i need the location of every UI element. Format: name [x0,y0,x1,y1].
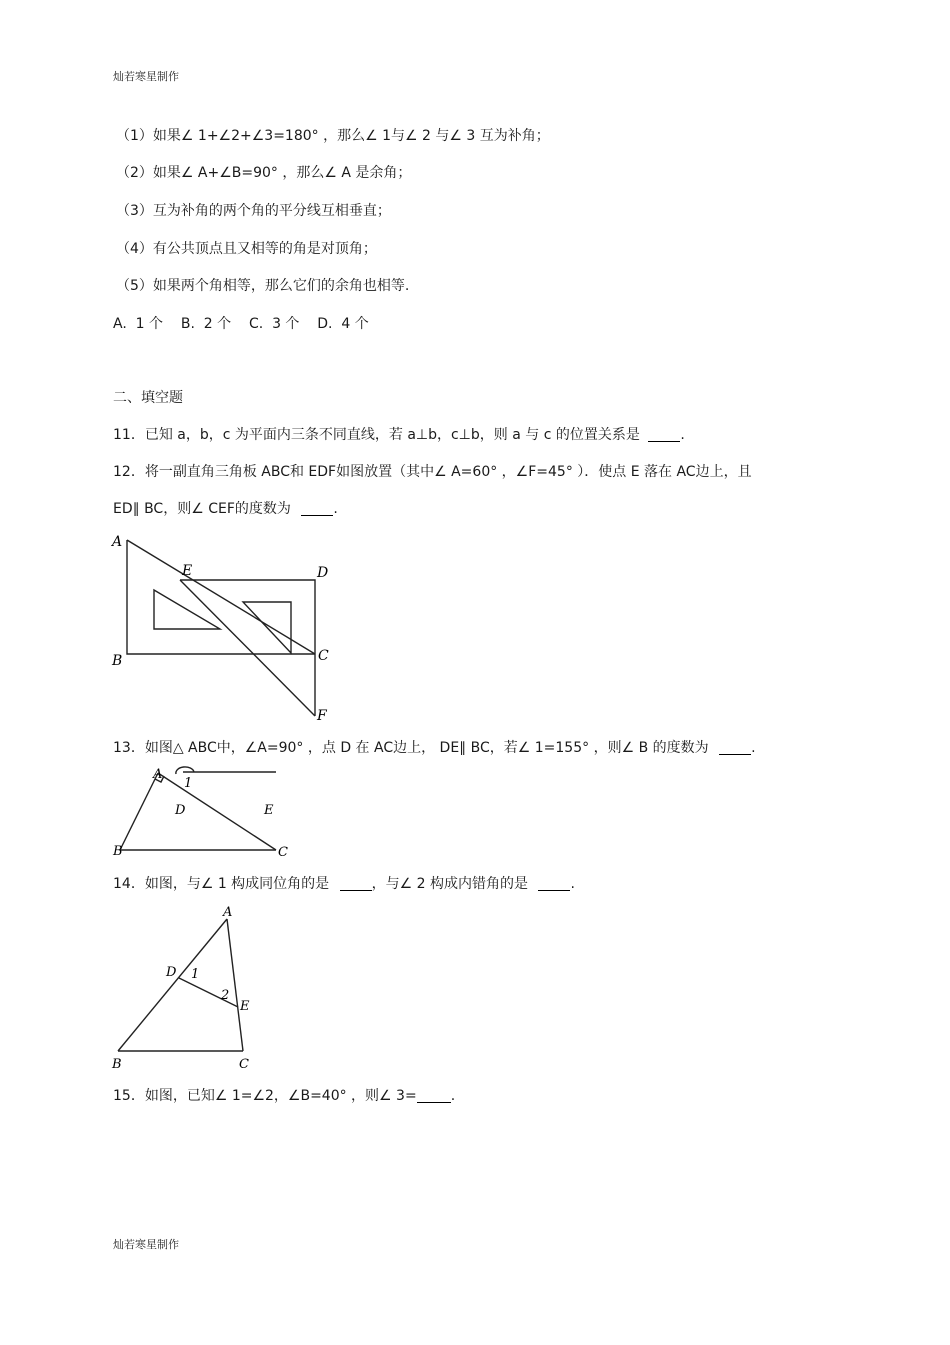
fig14-label-b: B [112,1057,122,1072]
question-12-line-2 [113,498,338,518]
answer-blank-13[interactable] [719,740,751,755]
figure-14 [108,903,268,1073]
question-13-end: . [751,740,756,756]
question-12-text: ED∥ BC，则∠ CEF的度数为 [113,501,291,517]
fig14-label-e: E [240,999,250,1014]
question-15 [113,1085,455,1105]
fig12-label-d: D [317,565,329,581]
answer-blank-12[interactable] [301,501,333,516]
question-14-end: . [570,876,575,892]
fig13-label-a: A [153,767,163,782]
fig14-label-c: C [239,1057,249,1072]
question-15-end: . [450,1088,456,1104]
answer-blank-14a[interactable] [340,876,372,891]
question-12-line-1: 12．将一副直角三角板 ABC和 EDF如图放置（其中∠ A=60° ，∠F=45° ）．使点 E 落在 AC边上，且 [113,464,752,480]
fig12-label-c: C [318,648,329,664]
fig13-label-b: B [113,844,123,858]
fig12-label-a: A [112,534,123,550]
fig13-label-d: D [175,803,186,818]
fig12-label-f: F [317,708,327,724]
answer-options: A. 1 个 B. 2 个 C. 3 个 D. 4 个 [113,316,369,332]
figure-13 [108,762,298,858]
fig14-label-2: 2 [221,988,230,1003]
answer-blank-15[interactable] [417,1088,451,1103]
fig13-label-1: 1 [184,776,193,791]
fig13-label-c: C [278,845,288,858]
question-14-text-a: 14．如图，与∠ 1 构成同位角的是 [113,876,330,892]
question-14-text-b: ，与∠ 2 构成内错角的是 [371,876,528,892]
fig14-label-d: D [166,965,177,980]
statement-3: （3）互为补角的两个角的平分线互相垂直； [116,203,391,219]
fig14-label-1: 1 [191,967,200,982]
figure-12 [108,530,338,725]
statement-2: （2）如果∠ A+∠B=90° ，那么∠ A 是余角； [116,165,412,181]
question-12-end: . [333,501,338,517]
statement-1: （1）如果∠ 1+∠2+∠3=180° ，那么∠ 1与∠ 2 与∠ 3 互为补角； [116,128,550,144]
question-14 [113,873,575,893]
question-13 [113,737,756,757]
question-11 [113,424,685,444]
question-13-text: 13．如图△ ABC中，∠A=90° ，点 D 在 AC边上， DE∥ BC，若∠ 1=155° ，则∠ B 的度数为 [113,740,709,756]
question-11-text: 11．已知 a，b，c 为平面内三条不同直线，若 a⊥b，c⊥b，则 a 与 c 的位置关系是 [113,427,640,443]
watermark-bottom: 灿若寒星制作 [113,1238,179,1251]
answer-blank-11[interactable] [648,427,680,442]
answer-blank-14b[interactable] [538,876,570,891]
statement-5: （5）如果两个角相等，那么它们的余角也相等. [116,278,410,294]
section-title: 二、填空题 [113,390,183,406]
fig13-label-e: E [264,803,274,818]
fig14-label-a: A [223,905,233,920]
question-15-text: 15．如图，已知∠ 1=∠2，∠B=40° ，则∠ 3= [113,1088,417,1104]
watermark-top: 灿若寒星制作 [113,70,179,83]
fig12-label-e: E [182,563,193,579]
fig12-label-b: B [112,653,123,669]
statement-4: （4）有公共顶点且又相等的角是对顶角； [116,241,377,257]
question-11-end: . [680,427,685,443]
